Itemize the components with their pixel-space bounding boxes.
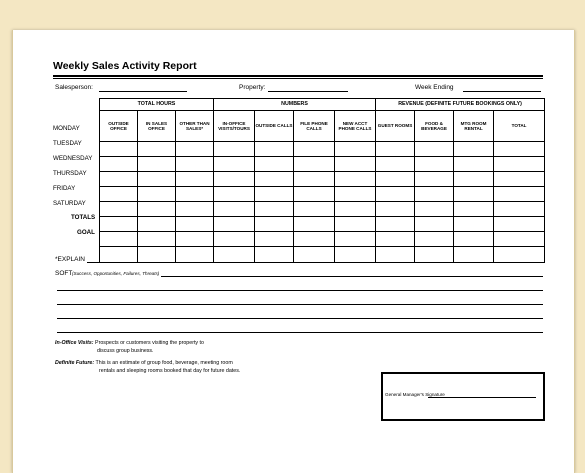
row-saturday [100,217,545,232]
row-wednesday [100,172,545,187]
table-cell[interactable] [100,202,138,217]
table-cell[interactable] [176,202,214,217]
explain-line[interactable] [57,290,543,291]
table-cell[interactable] [138,172,176,187]
day-label-tuesday: TUESDAY [53,140,82,147]
table-cell[interactable] [100,247,138,263]
totals-label: TOTALS [71,214,96,221]
table-cell[interactable] [255,142,294,157]
table-cell[interactable] [294,217,335,232]
col-header-in-sales-office: IN SALES OFFICE [138,111,176,142]
goal-label: GOAL [77,229,95,236]
day-label-wednesday: WEDNESDAY [53,155,93,162]
table-cell[interactable] [376,247,415,263]
explain-line[interactable] [57,304,543,305]
table-cell[interactable] [454,157,494,172]
day-label-monday: MONDAY [53,125,80,132]
table-cell[interactable] [255,202,294,217]
col-header-new-acct-phone-calls: NEW ACCT PHONE CALLS [335,111,376,142]
table-cell[interactable] [294,247,335,263]
group-numbers: NUMBERS [214,99,376,111]
table-cell[interactable] [176,157,214,172]
row-thursday [100,187,545,202]
col-header-other-than-sales: OTHER THAN SALES* [176,111,214,142]
definite-future-text-1: This is an estimate of group food, beverage, meeting room [95,360,233,366]
property-label: Property: [239,84,266,91]
table-cell[interactable] [100,217,138,232]
table-cell[interactable] [294,172,335,187]
table-cell[interactable] [294,187,335,202]
table-cell[interactable] [454,247,494,263]
table-cell[interactable] [415,202,454,217]
table-cell[interactable] [335,187,376,202]
in-office-definition [55,340,204,348]
table-cell[interactable] [376,232,415,247]
table-cell[interactable] [294,202,335,217]
table-cell[interactable] [415,247,454,263]
table-cell[interactable] [176,172,214,187]
title-rule [53,75,543,77]
table-cell[interactable] [138,232,176,247]
soft-line[interactable] [161,276,543,277]
title-rule-thin [53,78,543,79]
table-cell[interactable] [100,187,138,202]
row-monday [100,142,545,157]
day-label-friday: FRIDAY [53,185,76,192]
explain-label: *EXPLAIN [55,256,85,263]
table-cell[interactable] [176,187,214,202]
table-cell[interactable] [255,217,294,232]
table-cell[interactable] [335,247,376,263]
group-total-hours: TOTAL HOURS [100,99,214,111]
table-cell[interactable] [214,247,255,263]
table-cell[interactable] [454,217,494,232]
table-cell[interactable] [214,187,255,202]
explain-line[interactable] [57,332,543,333]
table-cell[interactable] [138,142,176,157]
activity-grid [99,98,545,263]
table-cell[interactable] [376,202,415,217]
table-cell[interactable] [494,172,545,187]
table-cell[interactable] [100,232,138,247]
table-cell[interactable] [214,202,255,217]
explain-line[interactable] [87,262,543,263]
table-cell[interactable] [214,172,255,187]
in-office-term: In-Office Visits: [55,340,94,346]
salesperson-field[interactable] [99,91,187,92]
table-cell[interactable] [454,187,494,202]
table-cell[interactable] [214,232,255,247]
day-label-saturday: SATURDAY [53,200,86,207]
table-cell[interactable] [494,187,545,202]
definite-future-definition [55,360,233,368]
col-header-outside-calls: OUTSIDE CALLS [255,111,294,142]
table-cell[interactable] [100,157,138,172]
table-cell[interactable] [376,187,415,202]
table-cell[interactable] [214,217,255,232]
col-header-outside-office: OUTSIDE OFFICE [100,111,138,142]
report-page [12,30,575,473]
col-header-food-beverage: FOOD & BEVERAGE [415,111,454,142]
table-cell[interactable] [335,157,376,172]
table-cell[interactable] [415,217,454,232]
row-totals [100,232,545,247]
table-cell[interactable] [176,142,214,157]
row-goal [100,247,545,263]
table-cell[interactable] [176,217,214,232]
table-cell[interactable] [100,172,138,187]
table-cell[interactable] [255,247,294,263]
table-cell[interactable] [335,232,376,247]
table-cell[interactable] [454,232,494,247]
explain-line[interactable] [57,318,543,319]
table-cell[interactable] [138,247,176,263]
table-cell[interactable] [494,202,545,217]
table-cell[interactable] [494,142,545,157]
table-cell[interactable] [415,172,454,187]
table-cell[interactable] [335,217,376,232]
in-office-text-2: discuss group business. [97,348,154,354]
table-cell[interactable] [138,202,176,217]
table-cell[interactable] [138,217,176,232]
table-cell[interactable] [376,157,415,172]
col-header-guest-rooms: GUEST ROOMS [376,111,415,142]
row-friday [100,202,545,217]
table-cell[interactable] [176,232,214,247]
col-header-in-office-visits: IN-OFFICE VISITS/TOURS [214,111,255,142]
col-header-mtg-room-rental: MTG ROOM RENTAL [454,111,494,142]
table-cell[interactable] [454,172,494,187]
table-cell[interactable] [176,247,214,263]
definite-future-text-2: rentals and sleeping rooms booked that day for future dates. [99,368,241,374]
definite-future-term: Definite Future: [55,360,95,366]
in-office-text-1: Prospects or customers visiting the property to [95,340,204,346]
salesperson-label: Salesperson: [55,84,93,91]
table-cell[interactable] [494,232,545,247]
signature-label: General Manager's Signature [385,392,445,397]
table-cell[interactable] [454,202,494,217]
soft-label: SOFT [55,270,73,277]
table-cell[interactable] [415,142,454,157]
col-header-file-phone-calls: FILE PHONE CALLS [294,111,335,142]
table-cell[interactable] [138,157,176,172]
table-cell[interactable] [214,157,255,172]
table-cell[interactable] [255,187,294,202]
table-cell[interactable] [255,157,294,172]
table-cell[interactable] [415,157,454,172]
group-revenue: REVENUE (DEFINITE FUTURE BOOKINGS ONLY) [376,99,545,111]
week-ending-field[interactable] [463,91,541,92]
table-cell[interactable] [494,157,545,172]
table-cell[interactable] [255,172,294,187]
table-cell[interactable] [376,142,415,157]
col-header-total: TOTAL [494,111,545,142]
table-cell[interactable] [335,202,376,217]
property-field[interactable] [268,91,348,92]
table-cell[interactable] [335,142,376,157]
table-cell[interactable] [494,217,545,232]
day-label-thursday: THURSDAY [53,170,87,177]
table-cell[interactable] [255,232,294,247]
table-cell[interactable] [494,247,545,263]
soft-note: (Success, Opportunities, Failures, Threats) [72,271,160,276]
week-ending-label: Week Ending [415,84,454,91]
table-cell[interactable] [294,232,335,247]
report-title: Weekly Sales Activity Report [53,60,197,72]
table-cell[interactable] [138,187,176,202]
signature-field[interactable] [428,397,536,398]
table-cell[interactable] [454,142,494,157]
table-cell[interactable] [294,142,335,157]
table-cell[interactable] [335,172,376,187]
table-cell[interactable] [376,217,415,232]
table-cell[interactable] [376,172,415,187]
table-cell[interactable] [100,142,138,157]
table-cell[interactable] [415,187,454,202]
table-cell[interactable] [214,142,255,157]
table-cell[interactable] [415,232,454,247]
row-tuesday [100,157,545,172]
table-cell[interactable] [294,157,335,172]
